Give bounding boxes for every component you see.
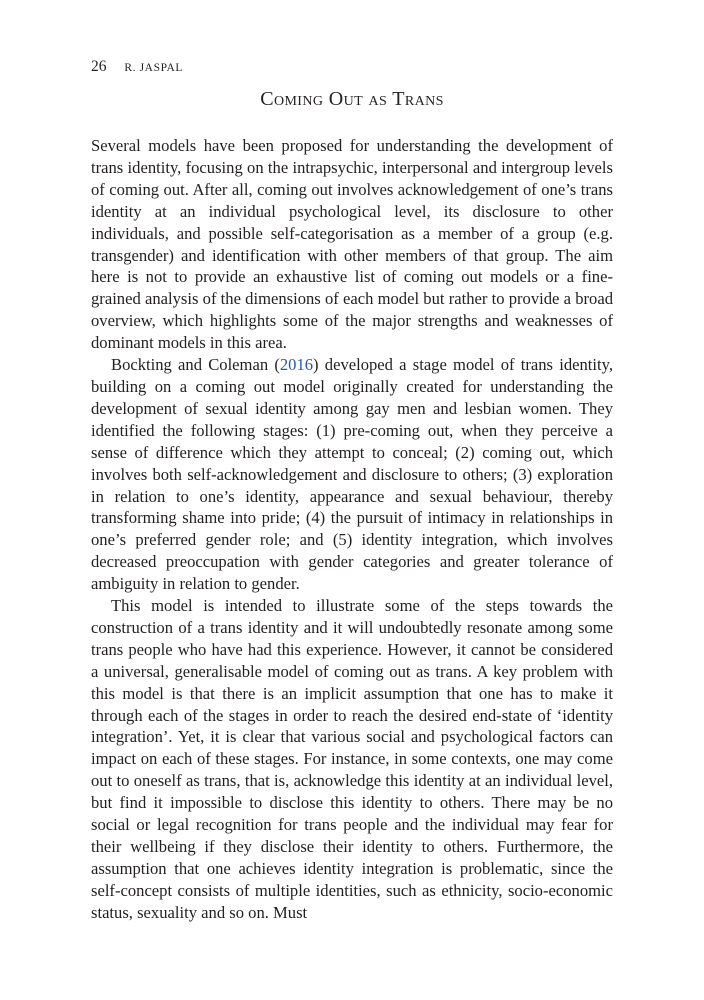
citation-link-2016[interactable]: 2016	[279, 355, 314, 375]
paragraph-2-text-end: ) developed a stage model of trans identity, building on a coming out model originally created for understanding the development of sexual identity among gay men and lesbian women. They identified the following stages: (1) pre-coming out, when they perceive a sense of difference which they attempt to conceal; (2) coming out, which involves both self-acknowledgement and disclosure to others; (3) exploration in relation to one’s identity, appearance and sexual behaviour, thereby transforming shame into pride; (4) the pursuit of intimacy in relationships in one’s preferred gender role; and (5) identity integration, which involves decreased preoccupation with gender categories and greater tolerance of ambiguity in relation to gender.	[91, 355, 613, 594]
paragraph-2-text-start: Bockting and Coleman (	[111, 355, 280, 375]
book-page	[91, 0, 613, 1000]
paragraph-1: Several models have been proposed for understanding the development of trans identity, focusing on the intrapsychic, interpersonal and intergroup levels of coming out. After all, coming out involves acknowledgement of one’s trans identity at an individual psychological level, its disclosure to other individuals, and possible self-categorisation as a member of a group (e.g. transgender) and identification with other members of that group. The aim here is not to provide an exhaustive list of coming out models or a fine-grained analysis of the dimensions of each model but rather to provide a broad overview, which highlights some of the major strengths and weaknesses of dominant models in this area.	[91, 136, 613, 353]
paragraph-3: This model is intended to illustrate some of the steps towards the construction of a trans identity and it will undoubtedly resonate among some trans people who have had this experience. However, it cannot be considered a universal, generalisable model of coming out as trans. A key problem with this model is that there is an implicit assumption that one has to make it through each of the stages in order to reach the desired end-state of ‘identity integration’. Yet, it is clear that various social and psychological factors can impact on each of these stages. For instance, in some contexts, one may come out to oneself as trans, that is, acknowledge this identity at an individual level, but find it impossible to disclose this identity to others. There may be no social or legal recognition for trans people and the individual may fear for their wellbeing if they disclose their identity to others. Furthermore, the assumption that one achieves identity integration is problematic, since the self-concept consists of multiple identities, such as ethnicity, socio-economic status, sexuality and so on. Must	[91, 596, 613, 922]
running-head	[91, 58, 183, 77]
body-text	[91, 135, 613, 924]
paragraph-2	[91, 354, 613, 595]
section-title: Coming Out as Trans	[260, 88, 444, 110]
page-number: 26	[91, 58, 107, 75]
running-head-author: R. JASPAL	[124, 62, 184, 74]
